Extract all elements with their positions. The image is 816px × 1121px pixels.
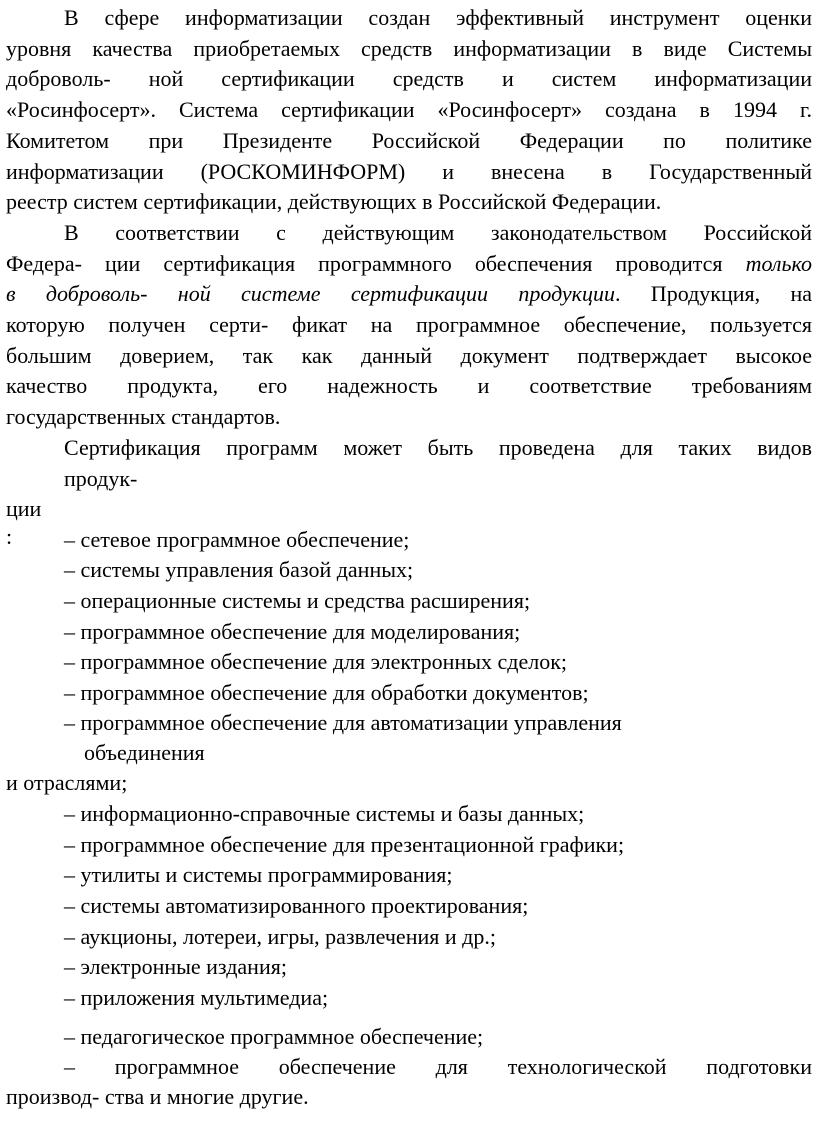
- paragraph-1-line-5: Комитетом при Президенте Российской Федерации по политике: [6, 128, 812, 153]
- paragraph-2-line-2-italic: только: [745, 251, 812, 276]
- list-item: – системы автоматизированного проектирования;: [64, 893, 529, 918]
- list-item: – электронные издания;: [64, 954, 287, 979]
- list-item-continuation: объединения: [84, 740, 205, 765]
- paragraph-1-line-4: «Росинфосерт». Система сертификации «Росинфосерт» создана в 1994 г.: [6, 97, 812, 122]
- list-item: – педагогическое программное обеспечение;: [64, 1024, 484, 1049]
- paragraph-1-line-2: уровня качества приобретаемых средств информатизации в виде Системы: [6, 36, 812, 61]
- paragraph-2-line-7: государственных стандартов.: [6, 404, 281, 429]
- list-item: – аукционы, лотереи, игры, развлечения и др.;: [64, 924, 496, 949]
- list-item: – программное обеспечение для электронных сделок;: [64, 649, 568, 674]
- paragraph-2-line-5: большим доверием, так как данный документ подтверждает высокое: [6, 343, 812, 368]
- list-item: – программное обеспечение для технологической подготовки: [64, 1054, 812, 1079]
- list-item: – информационно-справочные системы и базы данных;: [64, 801, 585, 826]
- paragraph-2-line-3-italic: в доброволь- ной системе сертификации продукции: [6, 281, 615, 306]
- paragraph-3-line-3: ции: [6, 496, 42, 521]
- paragraph-1-line-7: реестр систем сертификации, действующих в Российской Федерации.: [6, 189, 662, 214]
- paragraph-2-line-2: [6, 249, 812, 279]
- list-item-continuation: и отраслями;: [6, 770, 128, 795]
- paragraph-1-line-3: доброволь- ной сертификации средств и систем информатизации: [6, 66, 812, 91]
- paragraph-3-line-1: Сертификация программ может быть проведена для таких видов: [64, 435, 812, 460]
- paragraph-2-line-6: качество продукта, его надежность и соответствие требованиям: [6, 373, 812, 398]
- list-item: – системы управления базой данных;: [64, 557, 414, 582]
- paragraph-1-line-6: информатизации (РОСКОМИНФОРМ) и внесена в Государственный: [6, 159, 812, 184]
- paragraph-3-line-2: продук-: [64, 466, 138, 491]
- paragraph-2-line-3-text: . Продукция, на: [614, 281, 812, 306]
- paragraph-2-line-1: В соответствии с действующим законодательством Российской: [64, 220, 812, 245]
- list-item: – операционные системы и средства расширения;: [64, 588, 531, 613]
- paragraph-2-line-3: [6, 279, 812, 309]
- list-item: – сетевое программное обеспечение;: [64, 527, 410, 552]
- paragraph-2-line-2-text: Федера- ции сертификация программного обеспечения проводится: [6, 251, 746, 276]
- list-item-continuation: производ- ства и многие другие.: [6, 1084, 309, 1109]
- paragraph-2-line-4: которую получен серти- фикат на программное обеспечение, пользуется: [6, 312, 812, 337]
- list-item: – приложения мультимедиа;: [64, 985, 329, 1010]
- list-item: – утилиты и системы программирования;: [64, 862, 453, 887]
- list-item: – программное обеспечение для презентационной графики;: [64, 832, 625, 857]
- paragraph-1-line-1: В сфере информатизации создан эффективный инструмент оценки: [64, 5, 812, 30]
- list-item: – программное обеспечение для обработки документов;: [64, 680, 589, 705]
- list-item: – программное обеспечение для моделирования;: [64, 619, 521, 644]
- list-item: – программное обеспечение для автоматизации управления: [64, 710, 622, 735]
- paragraph-3-colon: :: [6, 524, 13, 549]
